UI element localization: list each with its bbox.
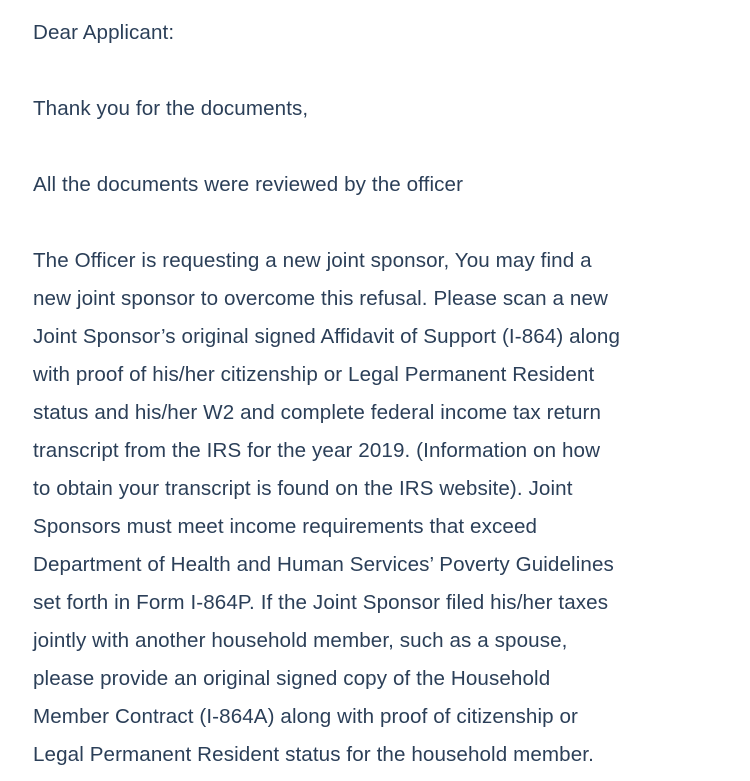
body-line: to obtain your transcript is found on the IRS website). Joint	[33, 477, 573, 500]
body-line: Department of Health and Human Services’ Poverty Guidelines	[33, 553, 614, 576]
thanks-text: Thank you for the documents,	[33, 97, 309, 120]
body-line: Member Contract (I-864A) along with proof of citizenship or	[33, 705, 579, 728]
reviewed-paragraph	[33, 166, 738, 204]
reviewed-text: All the documents were reviewed by the officer	[33, 173, 464, 196]
body-line: please provide an original signed copy of the Household	[33, 667, 551, 690]
body-line: new joint sponsor to overcome this refusal. Please scan a new	[33, 287, 609, 310]
body-line: The Officer is requesting a new joint sponsor, You may find a	[33, 249, 592, 272]
greeting	[33, 14, 738, 52]
body-line: transcript from the IRS for the year 2019. (Information on how	[33, 439, 601, 462]
body-line: with proof of his/her citizenship or Legal Permanent Resident	[33, 363, 595, 386]
body-line: Sponsors must meet income requirements that exceed	[33, 515, 538, 538]
greeting-text: Dear Applicant:	[33, 21, 175, 44]
body-line: Joint Sponsor’s original signed Affidavit of Support (I-864) along	[33, 325, 621, 348]
thanks-paragraph	[33, 90, 738, 128]
letter-body	[33, 14, 738, 774]
body-line: jointly with another household member, such as a spouse,	[33, 629, 568, 652]
body-line: status and his/her W2 and complete federal income tax return	[33, 401, 602, 424]
body-line: set forth in Form I-864P. If the Joint Sponsor filed his/her taxes	[33, 591, 609, 614]
body-line: Legal Permanent Resident status for the household member.	[33, 743, 594, 766]
request-paragraph	[33, 242, 738, 774]
